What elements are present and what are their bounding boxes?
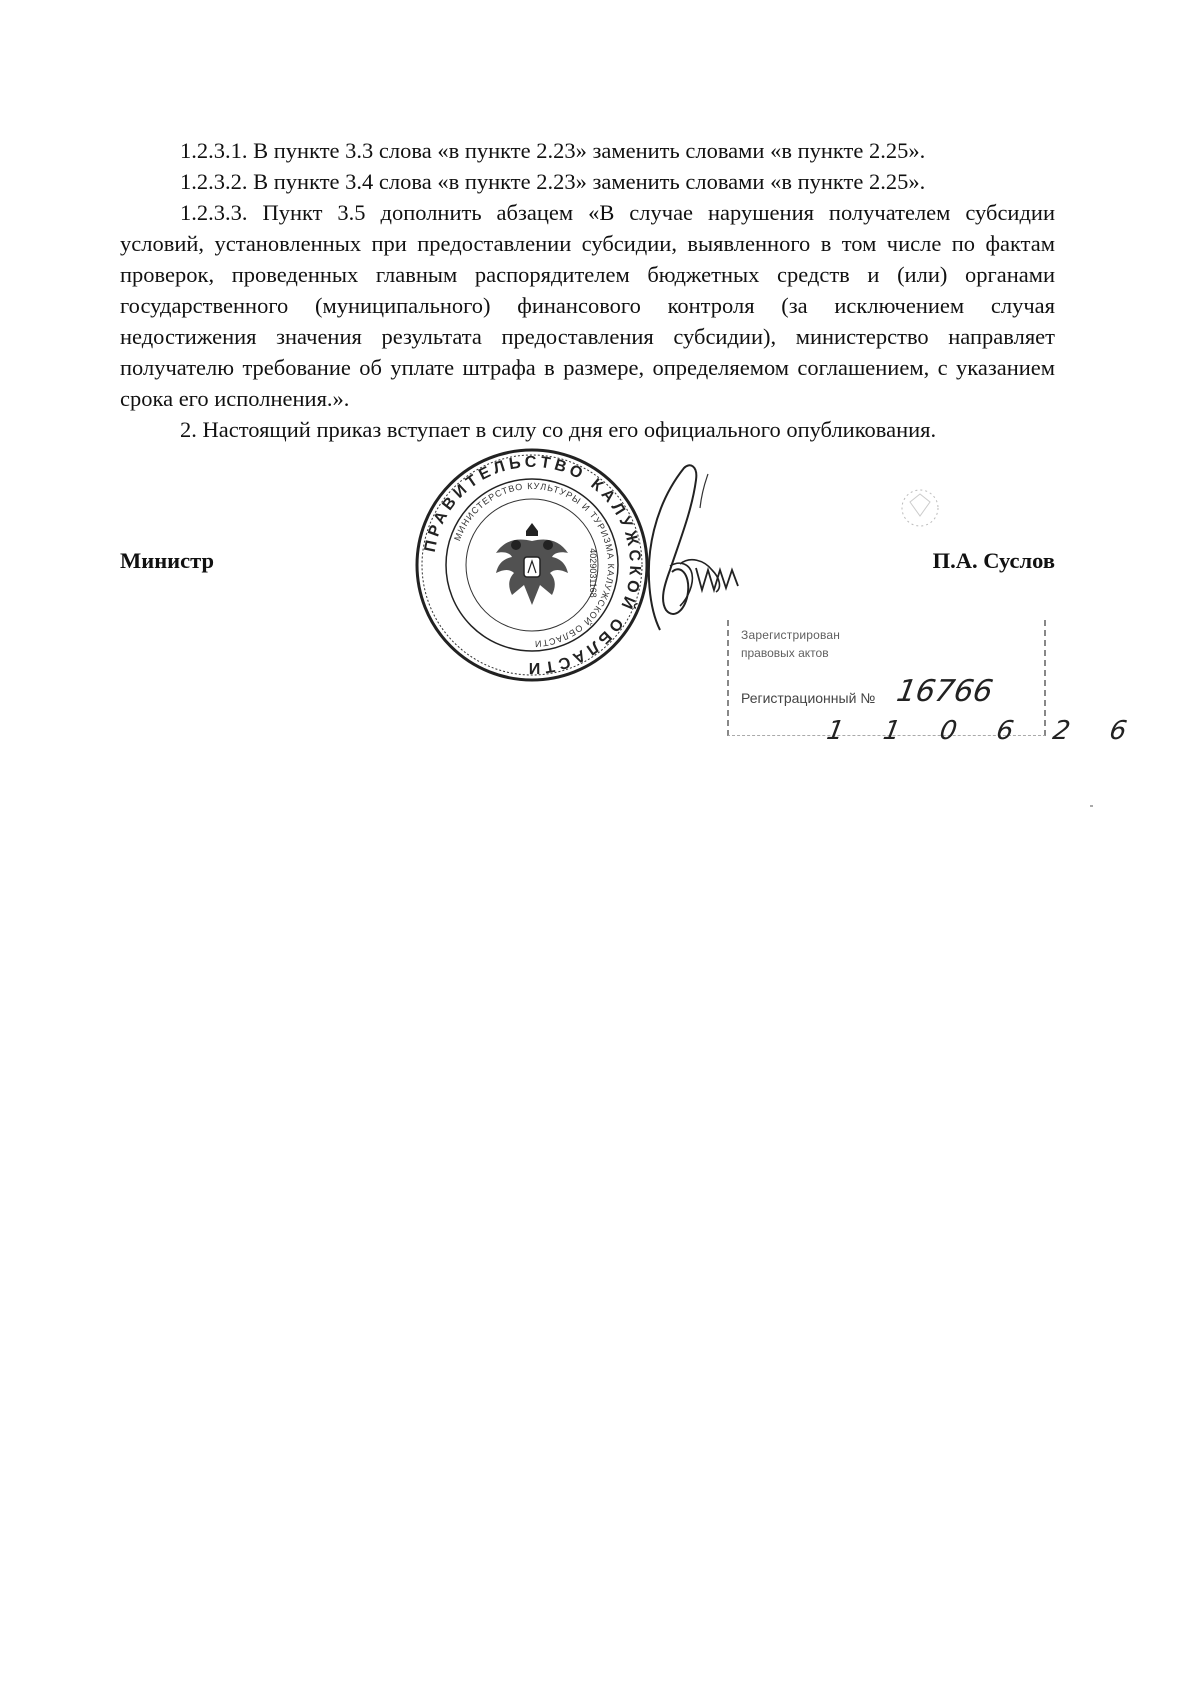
seal-code: 4029031168 <box>588 548 598 598</box>
registration-line-2: правовых актов <box>741 646 829 660</box>
paragraph-2: 2. Настоящий приказ вступает в силу со дня его официального опубликования. <box>180 417 937 442</box>
signatory-position: Министр <box>120 548 214 573</box>
document-body <box>120 135 1055 445</box>
seal-inner-text: МИНИСТЕРСТВО КУЛЬТУРЫ И ТУРИЗМА КАЛУЖСКОЙ ОБЛАСТИ <box>452 480 617 650</box>
signatory-name: П.А. Суслов <box>932 548 1055 573</box>
registration-stamp <box>727 598 1169 758</box>
registration-date-year: 26 <box>1050 716 1169 746</box>
paragraph-1-2-3-2: 1.2.3.2. В пункте 3.4 слова «в пункте 2.23» заменить словами «в пункте 2.25». <box>180 169 926 194</box>
registration-number: 16766 <box>893 674 996 709</box>
signature-row <box>120 540 1055 580</box>
paragraph-1-2-3-1: 1.2.3.1. В пункте 3.3 слова «в пункте 2.23» заменить словами «в пункте 2.25». <box>180 138 926 163</box>
faint-mark-icon <box>880 480 970 540</box>
scan-artifact <box>1090 805 1093 807</box>
registration-line-1: Зарегистрирован <box>741 628 841 642</box>
registration-number-label: Регистрационный № <box>741 690 876 706</box>
registration-date <box>824 716 1169 746</box>
registration-date-month: 06 <box>937 716 1056 746</box>
seal-outer-text: ПРАВИТЕЛЬСТВО КАЛУЖСКОЙ ОБЛАСТИ <box>421 453 644 677</box>
registration-date-day: 11 <box>824 716 943 746</box>
paragraph-1-2-3-3: 1.2.3.3. Пункт 3.5 дополнить абзацем «В случае нарушения получателем субсидии условий, установленных при предоставлении субсидии, выявленного в том числе по фактам проверок, проведенных главным распорядителем бюджетных средств и (или) органами государственного (муниципального) финансового контроля (за исключением случая недостижения значения результата предоставления субсидии), министерство направляет получателю требование об уплате штрафа в размере, определяемом соглашением, с указанием срока его исполнения.». <box>120 200 1055 411</box>
